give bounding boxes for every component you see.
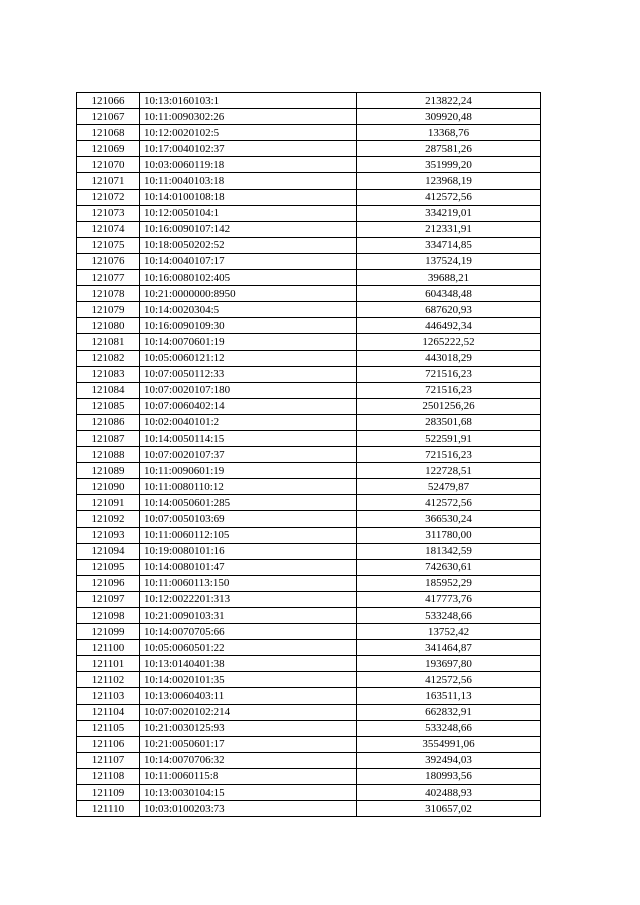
table-row <box>77 141 541 157</box>
cadastral-number-cell: 10:11:0060112:105 <box>140 527 357 543</box>
cadastral-value-cell: 446492,34 <box>357 318 541 334</box>
cadastral-number-cell: 10:21:0030125:93 <box>140 720 357 736</box>
cadastral-number-cell: 10:05:0060121:12 <box>140 350 357 366</box>
cadastral-number-cell: 10:11:0090302:26 <box>140 109 357 125</box>
cadastral-number-cell: 10:14:0020304:5 <box>140 302 357 318</box>
row-number-cell: 121103 <box>77 688 140 704</box>
table-row <box>77 624 541 640</box>
row-number-cell: 121087 <box>77 430 140 446</box>
cadastral-number-cell: 10:14:0050114:15 <box>140 430 357 446</box>
table-row <box>77 640 541 656</box>
table-row <box>77 350 541 366</box>
table-row <box>77 93 541 109</box>
cadastral-value-cell: 311780,00 <box>357 527 541 543</box>
cadastral-value-cell: 3554991,06 <box>357 736 541 752</box>
cadastral-value-cell: 604348,48 <box>357 286 541 302</box>
table-row <box>77 656 541 672</box>
cadastral-number-cell: 10:14:0070601:19 <box>140 334 357 350</box>
cadastral-value-cell: 533248,66 <box>357 608 541 624</box>
cadastral-value-cell: 402488,93 <box>357 785 541 801</box>
cadastral-value-cell: 334714,85 <box>357 237 541 253</box>
table-body <box>77 93 541 817</box>
row-number-cell: 121093 <box>77 527 140 543</box>
table-row <box>77 704 541 720</box>
cadastral-number-cell: 10:19:0080101:16 <box>140 543 357 559</box>
table-row <box>77 785 541 801</box>
row-number-cell: 121090 <box>77 479 140 495</box>
cadastral-number-cell: 10:05:0060501:22 <box>140 640 357 656</box>
cadastral-number-cell: 10:16:0090109:30 <box>140 318 357 334</box>
row-number-cell: 121069 <box>77 141 140 157</box>
cadastral-value-cell: 522591,91 <box>357 430 541 446</box>
table-row <box>77 414 541 430</box>
cadastral-value-cell: 193697,80 <box>357 656 541 672</box>
cadastral-value-cell: 13752,42 <box>357 624 541 640</box>
row-number-cell: 121086 <box>77 414 140 430</box>
table-row <box>77 736 541 752</box>
row-number-cell: 121066 <box>77 93 140 109</box>
cadastral-value-cell: 721516,23 <box>357 382 541 398</box>
cadastral-number-cell: 10:07:0020107:180 <box>140 382 357 398</box>
cadastral-number-cell: 10:16:0090107:142 <box>140 221 357 237</box>
row-number-cell: 121097 <box>77 591 140 607</box>
cadastral-value-cell: 392494,03 <box>357 752 541 768</box>
row-number-cell: 121067 <box>77 109 140 125</box>
row-number-cell: 121108 <box>77 768 140 784</box>
cadastral-value-cell: 213822,24 <box>357 93 541 109</box>
cadastral-value-cell: 309920,48 <box>357 109 541 125</box>
table-row <box>77 302 541 318</box>
table-row <box>77 318 541 334</box>
cadastral-value-cell: 137524,19 <box>357 253 541 269</box>
cadastral-number-cell: 10:07:0020107:37 <box>140 447 357 463</box>
cadastral-number-cell: 10:13:0030104:15 <box>140 785 357 801</box>
cadastral-number-cell: 10:03:0060119:18 <box>140 157 357 173</box>
row-number-cell: 121098 <box>77 608 140 624</box>
cadastral-number-cell: 10:21:0000000:8950 <box>140 286 357 302</box>
row-number-cell: 121084 <box>77 382 140 398</box>
cadastral-number-cell: 10:11:0060115:8 <box>140 768 357 784</box>
row-number-cell: 121068 <box>77 125 140 141</box>
cadastral-value-cell: 417773,76 <box>357 591 541 607</box>
row-number-cell: 121071 <box>77 173 140 189</box>
cadastral-value-cell: 742630,61 <box>357 559 541 575</box>
cadastral-number-cell: 10:18:0050202:52 <box>140 237 357 253</box>
row-number-cell: 121070 <box>77 157 140 173</box>
cadastral-value-cell: 721516,23 <box>357 447 541 463</box>
table-row <box>77 511 541 527</box>
cadastral-number-cell: 10:02:0040101:2 <box>140 414 357 430</box>
row-number-cell: 121076 <box>77 253 140 269</box>
cadastral-value-cell: 287581,26 <box>357 141 541 157</box>
cadastral-number-cell: 10:14:0020101:35 <box>140 672 357 688</box>
cadastral-value-cell: 366530,24 <box>357 511 541 527</box>
table-row <box>77 398 541 414</box>
table-row <box>77 253 541 269</box>
table-row <box>77 109 541 125</box>
table-row <box>77 768 541 784</box>
table-row <box>77 430 541 446</box>
table-row <box>77 382 541 398</box>
cadastral-number-cell: 10:21:0090103:31 <box>140 608 357 624</box>
table-row <box>77 591 541 607</box>
row-number-cell: 121082 <box>77 350 140 366</box>
cadastral-value-cell: 412572,56 <box>357 189 541 205</box>
table-row <box>77 125 541 141</box>
table-row <box>77 801 541 817</box>
cadastral-number-cell: 10:13:0060403:11 <box>140 688 357 704</box>
table-row <box>77 559 541 575</box>
cadastral-number-cell: 10:11:0090601:19 <box>140 463 357 479</box>
cadastral-number-cell: 10:14:0040107:17 <box>140 253 357 269</box>
table-row <box>77 672 541 688</box>
cadastral-value-cell: 412572,56 <box>357 495 541 511</box>
cadastral-number-cell: 10:16:0080102:405 <box>140 270 357 286</box>
row-number-cell: 121105 <box>77 720 140 736</box>
row-number-cell: 121106 <box>77 736 140 752</box>
cadastral-value-cell: 533248,66 <box>357 720 541 736</box>
cadastral-value-table <box>76 92 541 817</box>
cadastral-value-cell: 443018,29 <box>357 350 541 366</box>
cadastral-value-cell: 412572,56 <box>357 672 541 688</box>
cadastral-value-cell: 721516,23 <box>357 366 541 382</box>
row-number-cell: 121085 <box>77 398 140 414</box>
cadastral-number-cell: 10:14:0080101:47 <box>140 559 357 575</box>
cadastral-value-cell: 212331,91 <box>357 221 541 237</box>
table-row <box>77 495 541 511</box>
row-number-cell: 121092 <box>77 511 140 527</box>
row-number-cell: 121109 <box>77 785 140 801</box>
row-number-cell: 121095 <box>77 559 140 575</box>
row-number-cell: 121100 <box>77 640 140 656</box>
cadastral-value-cell: 122728,51 <box>357 463 541 479</box>
cadastral-value-cell: 351999,20 <box>357 157 541 173</box>
cadastral-number-cell: 10:12:0020102:5 <box>140 125 357 141</box>
table-row <box>77 157 541 173</box>
cadastral-number-cell: 10:03:0100203:73 <box>140 801 357 817</box>
table-row <box>77 286 541 302</box>
row-number-cell: 121107 <box>77 752 140 768</box>
row-number-cell: 121101 <box>77 656 140 672</box>
row-number-cell: 121075 <box>77 237 140 253</box>
row-number-cell: 121074 <box>77 221 140 237</box>
cadastral-number-cell: 10:13:0140401:38 <box>140 656 357 672</box>
row-number-cell: 121078 <box>77 286 140 302</box>
row-number-cell: 121094 <box>77 543 140 559</box>
cadastral-value-cell: 310657,02 <box>357 801 541 817</box>
table-row <box>77 527 541 543</box>
row-number-cell: 121110 <box>77 801 140 817</box>
cadastral-value-cell: 2501256,26 <box>357 398 541 414</box>
table-row <box>77 688 541 704</box>
row-number-cell: 121072 <box>77 189 140 205</box>
cadastral-number-cell: 10:07:0020102:214 <box>140 704 357 720</box>
cadastral-number-cell: 10:07:0060402:14 <box>140 398 357 414</box>
cadastral-number-cell: 10:07:0050112:33 <box>140 366 357 382</box>
cadastral-number-cell: 10:14:0050601:285 <box>140 495 357 511</box>
table-row <box>77 463 541 479</box>
table-row <box>77 173 541 189</box>
cadastral-number-cell: 10:14:0100108:18 <box>140 189 357 205</box>
row-number-cell: 121102 <box>77 672 140 688</box>
table-row <box>77 189 541 205</box>
cadastral-value-cell: 341464,87 <box>357 640 541 656</box>
cadastral-value-cell: 687620,93 <box>357 302 541 318</box>
cadastral-number-cell: 10:13:0160103:1 <box>140 93 357 109</box>
row-number-cell: 121073 <box>77 205 140 221</box>
cadastral-value-cell: 13368,76 <box>357 125 541 141</box>
table-row <box>77 366 541 382</box>
cadastral-value-cell: 334219,01 <box>357 205 541 221</box>
cadastral-value-cell: 163511,13 <box>357 688 541 704</box>
table-row <box>77 608 541 624</box>
cadastral-value-cell: 185952,29 <box>357 575 541 591</box>
cadastral-value-cell: 662832,91 <box>357 704 541 720</box>
cadastral-value-cell: 181342,59 <box>357 543 541 559</box>
row-number-cell: 121083 <box>77 366 140 382</box>
table-row <box>77 720 541 736</box>
cadastral-number-cell: 10:11:0080110:12 <box>140 479 357 495</box>
table-row <box>77 270 541 286</box>
cadastral-value-cell: 1265222,52 <box>357 334 541 350</box>
row-number-cell: 121077 <box>77 270 140 286</box>
cadastral-number-cell: 10:21:0050601:17 <box>140 736 357 752</box>
table-row <box>77 575 541 591</box>
table-row <box>77 221 541 237</box>
table-row <box>77 447 541 463</box>
row-number-cell: 121099 <box>77 624 140 640</box>
cadastral-value-cell: 123968,19 <box>357 173 541 189</box>
cadastral-number-cell: 10:12:0050104:1 <box>140 205 357 221</box>
cadastral-number-cell: 10:11:0040103:18 <box>140 173 357 189</box>
table-row <box>77 752 541 768</box>
row-number-cell: 121091 <box>77 495 140 511</box>
cadastral-number-cell: 10:14:0070705:66 <box>140 624 357 640</box>
cadastral-number-cell: 10:17:0040102:37 <box>140 141 357 157</box>
row-number-cell: 121081 <box>77 334 140 350</box>
cadastral-number-cell: 10:11:0060113:150 <box>140 575 357 591</box>
cadastral-number-cell: 10:12:0022201:313 <box>140 591 357 607</box>
row-number-cell: 121096 <box>77 575 140 591</box>
cadastral-value-cell: 283501,68 <box>357 414 541 430</box>
row-number-cell: 121079 <box>77 302 140 318</box>
cadastral-value-cell: 52479,87 <box>357 479 541 495</box>
table-row <box>77 479 541 495</box>
table-row <box>77 334 541 350</box>
table-row <box>77 237 541 253</box>
row-number-cell: 121104 <box>77 704 140 720</box>
table-row <box>77 205 541 221</box>
cadastral-number-cell: 10:07:0050103:69 <box>140 511 357 527</box>
row-number-cell: 121089 <box>77 463 140 479</box>
row-number-cell: 121088 <box>77 447 140 463</box>
cadastral-number-cell: 10:14:0070706:32 <box>140 752 357 768</box>
cadastral-value-cell: 39688,21 <box>357 270 541 286</box>
cadastral-value-cell: 180993,56 <box>357 768 541 784</box>
table-row <box>77 543 541 559</box>
row-number-cell: 121080 <box>77 318 140 334</box>
